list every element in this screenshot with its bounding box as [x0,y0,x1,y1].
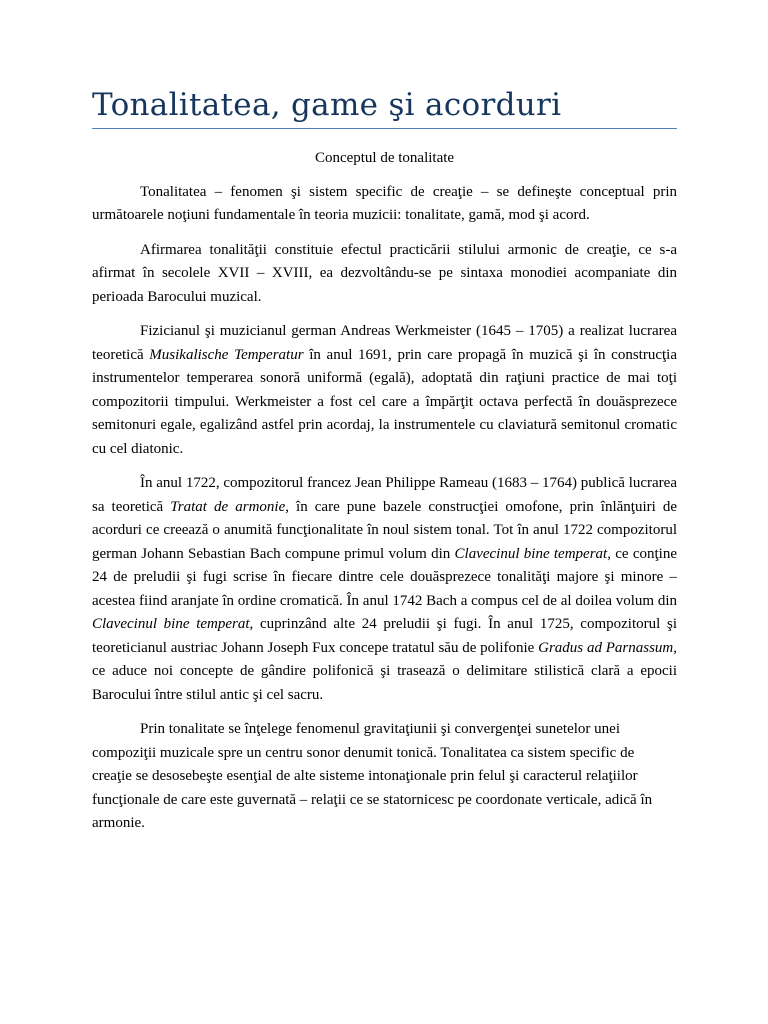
document-title: Tonalitatea, game şi acorduri [92,87,562,123]
paragraph-4 [92,472,677,707]
paragraph-4-text: , ce aduce noi concepte de gândire polifonică şi trasează o delimitare stilistică clară a epocii Barocului între stilul antic şi cel sacru. [92,639,677,703]
paragraph-3 [92,320,677,461]
paragraph-3-text: Fizicianul şi muzicianul german Andreas Werkmeister (1645 – 1705) a realizat lucrarea teoretică [92,323,677,363]
paragraph-3-text: în anul 1691, prin care propagă în muzică şi în construcţia instrumentelor temperarea sonoră uniformă (egală), adoptată din raţiuni practice de mai toţi compozitorii timpului. Werkmeister a fost cel care a împărţit octava perfectă în douăsprezece semitonuri egale, egalizând astfel prin acordaj, la instrumentele cu claviatură semitonul cromatic cu cel diatonic. [92,346,677,457]
paragraph-4-text: În anul 1722, compozitorul francez Jean Philippe Rameau (1683 – 1764) publică lucrarea sa teoretică [92,475,677,515]
paragraph-2: Afirmarea tonalităţii constituie efectul practicării stilului armonic de creaţie, ce s-a afirmat în secolele XVII – XVIII, ea dezvoltându-se pe sintaxa monodiei acompaniate din perioada Barocului muzical. [92,241,677,305]
paragraph-4-text: , ce conţine 24 de preludii şi fugi scrise în fiecare dintre cele douăsprezece tonalităţi majore şi minore – acestea fiind aranjate în ordine cromatică. În anul 1742 Bach a compus cel de al doilea volum din [92,545,677,609]
book-title-clavecinul-bine-temperat: Clavecinul bine temperat [454,545,608,562]
paragraph-4-text: , în care pune bazele construcţiei omofone, prin înlănţuiri de acorduri ce creează o anumită funcţionalitate în noul sistem tonal. Tot în anul 1722 compozitorul german Johann Sebastian Bach compune primul volum din [92,498,678,562]
paragraph-4-text: , cuprinzând alte 24 preludii şi fugi. În anul 1725, compozitorul şi teoreticianul austriac Johann Joseph Fux concepe tratatul său de polifonie [92,616,677,656]
book-title-clavecinul-bine-temperat: Clavecinul bine temperat [92,616,250,632]
book-title-gradus-ad-parnassum: Gradus ad Parnassum [538,639,674,656]
document-body [92,147,677,847]
section-heading: Conceptul de tonalitate [314,150,455,166]
paragraph-5: Prin tonalitate se înţelege fenomenul gravitaţiunii şi convergenţei sunetelor unei compoziţii muzicale spre un centru sonor denumit tonică. Tonalitatea ca sistem specific de creaţie se desosebeşte esenţial de alte sisteme intonaţionale prin felul şi caracterul relaţiilor funcţionale de care este guvernată – relaţii ce se statornicesc pe coordonate verticale, adică în armonie. [92,721,653,831]
book-title-tratat-de-armonie: Tratat de armonie [170,498,286,515]
paragraph-1: Tonalitatea – fenomen şi sistem specific de creaţie – se defineşte conceptual prin următoarele noţiuni fundamentale în teoria muzicii: tonalitate, gamă, mod şi acord. [92,183,677,223]
title-underline [92,128,677,129]
book-title-musikalische-temperatur: Musikalische Temperatur [149,346,304,363]
